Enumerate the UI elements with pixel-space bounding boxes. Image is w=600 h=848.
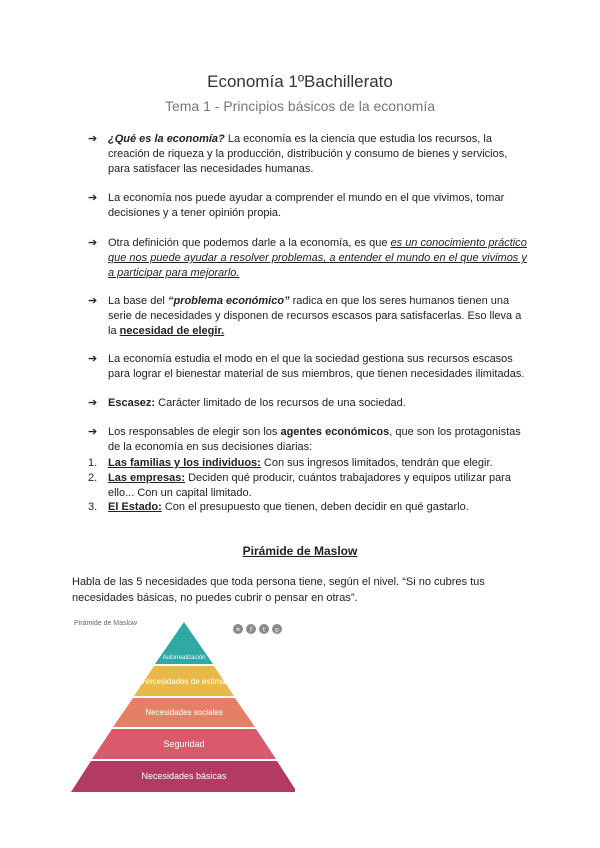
arrow-icon: ➔	[88, 426, 98, 438]
bullet-bold: “problema económico”	[167, 295, 290, 307]
bullet-underlined: es un conocimiento práctico que nos puede ayudar a resolver problemas, a entender el mundo en el que vivimos y a participar para mejorarlo.	[108, 237, 527, 279]
bullet-item	[88, 132, 528, 177]
bullet-text: Carácter limitado de los recursos de una sociedad.	[155, 397, 406, 409]
arrow-icon: ➔	[88, 237, 98, 249]
numbered-item	[88, 500, 528, 515]
item-number: 3.	[88, 501, 98, 513]
bullet-bold: ¿Qué es la economía?	[108, 133, 225, 145]
share-icon[interactable]	[233, 624, 243, 634]
level-label: Necesidades básicas	[141, 771, 227, 781]
maslow-pyramid-figure	[70, 616, 295, 794]
figure-caption: Pirámide de Maslow	[74, 620, 138, 627]
facebook-icon[interactable]	[246, 624, 256, 634]
bullet-text: , que son los protagonistas de la economía en sus decisiones diarias:	[108, 426, 521, 453]
bullet-text: La base del	[108, 295, 168, 307]
bullet-text: La economía es la ciencia que estudia los recursos, la creación de riqueza y la producción, distribución y consumo de bienes y servicios, para satisfacer las necesidades humanas.	[108, 133, 508, 175]
section-paragraph: Habla de las 5 necesidades que toda persona tiene, según el nivel. “Si no cubres tus necesidades básicas, no puedes cubrir o pensar en otras”.	[72, 576, 485, 604]
item-text: Con sus ingresos limitados, tendrán que elegir.	[260, 457, 493, 469]
numbered-item	[88, 471, 528, 501]
item-head: Las empresas:	[108, 472, 186, 484]
bullet-strong: necesidad de elegir.	[119, 325, 225, 337]
bullet-text: radica en que los seres humanos tienen una serie de necesidades y disponen de recursos escasos para satisfacerlas. Eso lleva a la	[108, 295, 522, 337]
numbered-item	[88, 456, 528, 471]
svg-text:t: t	[262, 626, 266, 634]
item-head: El Estado:	[108, 501, 162, 513]
bullet-item	[88, 352, 528, 382]
bullet-item	[88, 236, 528, 281]
arrow-icon: ➔	[88, 192, 98, 204]
bullet-item	[88, 425, 528, 455]
arrow-icon: ➔	[88, 133, 98, 145]
maslow-pyramid-svg	[70, 616, 295, 794]
level-label: Autorrealización	[162, 655, 206, 661]
bullet-text: La economía estudia el modo en el que la sociedad gestiona sus recursos escasos para lograr el bienestar material de sus miembros, que tienen necesidades ilimitadas.	[108, 353, 525, 380]
page-title: Economía 1ºBachillerato	[207, 72, 393, 91]
arrow-icon: ➔	[88, 397, 98, 409]
level-label: Seguridad	[163, 739, 205, 749]
level-label: Necesidades sociales	[145, 708, 223, 717]
arrow-icon: ➔	[88, 353, 98, 365]
item-head: Las familias y los individuos:	[108, 457, 261, 469]
bullet-item	[88, 396, 528, 411]
item-number: 2.	[88, 472, 98, 484]
bullet-text: La economía nos puede ayudar a comprender el mundo en el que vivimos, tomar decisiones y a tener opinión propia.	[108, 192, 505, 219]
svg-text:✕: ✕	[235, 626, 241, 634]
item-text: Deciden qué producir, cuántos trabajadores y equipos utilizar para ello... Con un capital limitado.	[108, 472, 511, 499]
svg-text:p: p	[275, 626, 279, 634]
pinterest-icon[interactable]	[272, 624, 282, 634]
bullet-text: Los responsables de elegir son los	[108, 426, 281, 438]
bullet-bold: Escasez:	[108, 397, 156, 409]
bullet-text: Otra definición que podemos darle a la economía, es que	[108, 237, 391, 249]
item-text: Con el presupuesto que tienen, deben decidir en qué gastarlo.	[161, 501, 469, 513]
item-number: 1.	[88, 457, 98, 469]
arrow-icon: ➔	[88, 295, 98, 307]
svg-text:f: f	[249, 626, 253, 634]
level-label: Necesidades de estima	[142, 677, 226, 686]
twitter-icon[interactable]	[259, 624, 269, 634]
bullet-item	[88, 191, 528, 221]
bullet-bold: agentes económicos	[280, 426, 390, 438]
bullet-item	[88, 294, 528, 339]
page-subtitle: Tema 1 - Principios básicos de la economía	[164, 98, 436, 114]
section-heading: Pirámide de Maslow	[242, 544, 358, 558]
